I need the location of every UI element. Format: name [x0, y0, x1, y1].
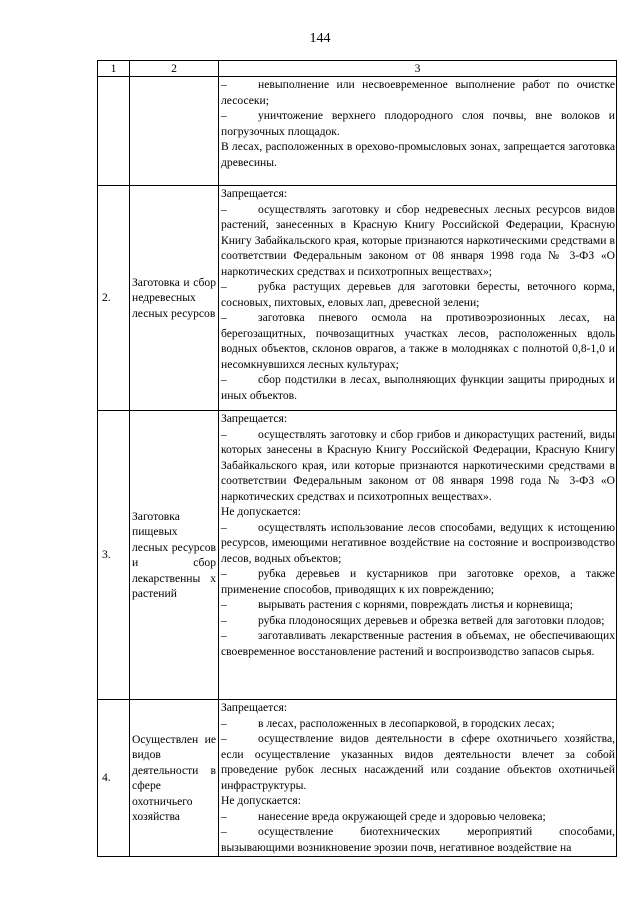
- rule-text-content: сбор подстилки в лесах, выполняющих функции защиты природных и иных объектов.: [221, 373, 615, 402]
- table-row: [98, 411, 617, 700]
- rule-text: [221, 700, 615, 716]
- list-dash: –: [221, 109, 227, 122]
- list-dash: –: [221, 520, 227, 534]
- rule-text-content: Не допускается:: [221, 794, 301, 807]
- rule-text-content: осуществлять заготовку и сбор грибов и дикорастущих растений, виды которых занесены в Красную Книгу Российской Федерации, Красную Книгу Забайкальского края, или которые признаются наркотическими средствами в соответствии Федеральным законом от 08 января 1998 года № 3-ФЗ «О наркотических средствах и психотропных веществах».: [221, 427, 615, 503]
- rule-text: [221, 793, 615, 809]
- dash-list-item: [221, 566, 615, 597]
- table-row: [98, 700, 617, 857]
- list-dash: –: [221, 78, 227, 91]
- header-cell-1: 1: [98, 61, 130, 77]
- row-rules: [219, 700, 617, 857]
- list-dash: –: [221, 373, 227, 386]
- list-dash: –: [221, 280, 227, 293]
- row-activity-name: Заготовка и сбор недревесных лесных ресурсов: [130, 186, 219, 411]
- rule-text: [221, 411, 615, 427]
- row-number: [98, 77, 130, 186]
- dash-list-item: [221, 77, 615, 108]
- rule-text-content: невыполнение или несвоевременное выполнение работ по очистке лесосеки;: [221, 78, 615, 107]
- rule-text-content: рубка деревьев и кустарников при заготовке орехов, а также применение способов, приводящих к их повреждению;: [221, 567, 615, 596]
- dash-list-item: [221, 824, 615, 855]
- list-dash: –: [221, 809, 227, 823]
- row-number: 2.: [98, 186, 130, 411]
- rule-text-content: вырывать растения с корнями, повреждать листья и корневища;: [258, 598, 573, 611]
- table-row: [98, 77, 617, 186]
- row-rules: [219, 77, 617, 186]
- forest-use-table: [97, 60, 617, 857]
- list-dash: –: [221, 629, 227, 642]
- dash-list-item: [221, 372, 615, 403]
- rule-text-content: В лесах, расположенных в орехово-промысловых зонах, запрещается заготовка древесины.: [221, 140, 615, 169]
- rule-text-content: Запрещается:: [221, 412, 288, 425]
- table-header-row: [98, 61, 617, 77]
- rule-text: [221, 139, 615, 170]
- rule-text-content: заготовка пневого осмола на противоэрозионных лесах, на берегозащитных, почвозащитных участках лесов, расположенных вдоль водных объектов, склонов оврагов, а также в молодняках с полнотой 0,8-1,0 и несомкнувшихся лесных культурах;: [221, 311, 615, 371]
- header-cell-2: 2: [130, 61, 219, 77]
- header-cell-3: 3: [219, 61, 617, 77]
- page-number: 144: [309, 31, 331, 46]
- rule-text-content: осуществлять использование лесов способами, ведущих к истощению ресурсов, имеющими негативное воздействие на состояние и воспроизводство лесов, водных объектов;: [221, 520, 615, 565]
- dash-list-item: [221, 613, 615, 629]
- dash-list-item: [221, 310, 615, 372]
- list-dash: –: [221, 567, 227, 580]
- rule-text-content: Запрещается:: [221, 701, 288, 714]
- rule-text-content: заготавливать лекарственные растения в объемах, не обеспечивающих своевременное восстановление растений и воспроизводство запасов сырья.: [221, 629, 615, 658]
- row-number: 4.: [98, 700, 130, 857]
- row-rules: [219, 186, 617, 411]
- dash-list-item: [221, 628, 615, 659]
- dash-list-item: [221, 108, 615, 139]
- dash-list-item: [221, 279, 615, 310]
- table-row: [98, 186, 617, 411]
- rule-text-content: уничтожение верхнего плодородного слоя почвы, вне волоков и погрузочных площадок.: [221, 109, 615, 138]
- rule-text-content: осуществление видов деятельности в сфере охотничьего хозяйства, если осуществление указанных видов деятельности влечет за собой проведение рубок лесных насаждений или создание объектов охотничьей инфраструктуры.: [221, 732, 615, 792]
- dash-list-item: [221, 202, 615, 280]
- rule-text-content: нанесение вреда окружающей среде и здоровью человека;: [258, 809, 546, 823]
- row-number: 3.: [98, 411, 130, 700]
- row-rules: [219, 411, 617, 700]
- row-activity-name: Осуществлен ие видов деятельности в сфере охотничьего хозяйства: [130, 700, 219, 857]
- dash-list-item: [221, 809, 615, 825]
- list-dash: –: [221, 311, 227, 324]
- rule-text-content: рубка плодоносящих деревьев и обрезка ветвей для заготовки плодов;: [258, 613, 605, 627]
- rule-text-content: рубка растущих деревьев для заготовки бересты, веточного корма, сосновых, пихтовых, еловых лап, древесной зелени;: [221, 280, 615, 309]
- rule-text-content: Запрещается:: [221, 187, 288, 200]
- row-activity-name: Заготовка пищевых лесных ресурсов и сбор лекарственны х растений: [130, 411, 219, 700]
- row-activity-name: [130, 77, 219, 186]
- rule-text-content: осуществление биотехнических мероприятий способами, вызывающими возникновение эрозии почв, негативное воздействие на: [221, 825, 615, 854]
- list-dash: –: [221, 598, 227, 611]
- dash-list-item: [221, 731, 615, 793]
- dash-list-item: [221, 427, 615, 505]
- list-dash: –: [221, 427, 227, 441]
- list-dash: –: [221, 716, 227, 730]
- dash-list-item: [221, 520, 615, 567]
- list-dash: –: [221, 732, 227, 745]
- rule-text: [221, 504, 615, 520]
- list-dash: –: [221, 613, 227, 627]
- list-dash: –: [221, 825, 227, 838]
- dash-list-item: [221, 597, 615, 613]
- dash-list-item: [221, 716, 615, 732]
- rule-text-content: осуществлять заготовку и сбор недревесных лесных ресурсов видов растений, занесенных в Красную Книгу Российской Федерации, Красную Книгу Забайкальского края, которые признаются наркотическими средствами в соответствии Федеральным законом от 08 января 1998 года № 3-ФЗ «О наркотических средствах и психотропных веществах»;: [221, 202, 615, 278]
- rule-text-content: Не допускается:: [221, 505, 301, 518]
- list-dash: –: [221, 202, 227, 216]
- rule-text-content: в лесах, расположенных в лесопарковой, в городских лесах;: [258, 716, 555, 730]
- rule-text: [221, 186, 615, 202]
